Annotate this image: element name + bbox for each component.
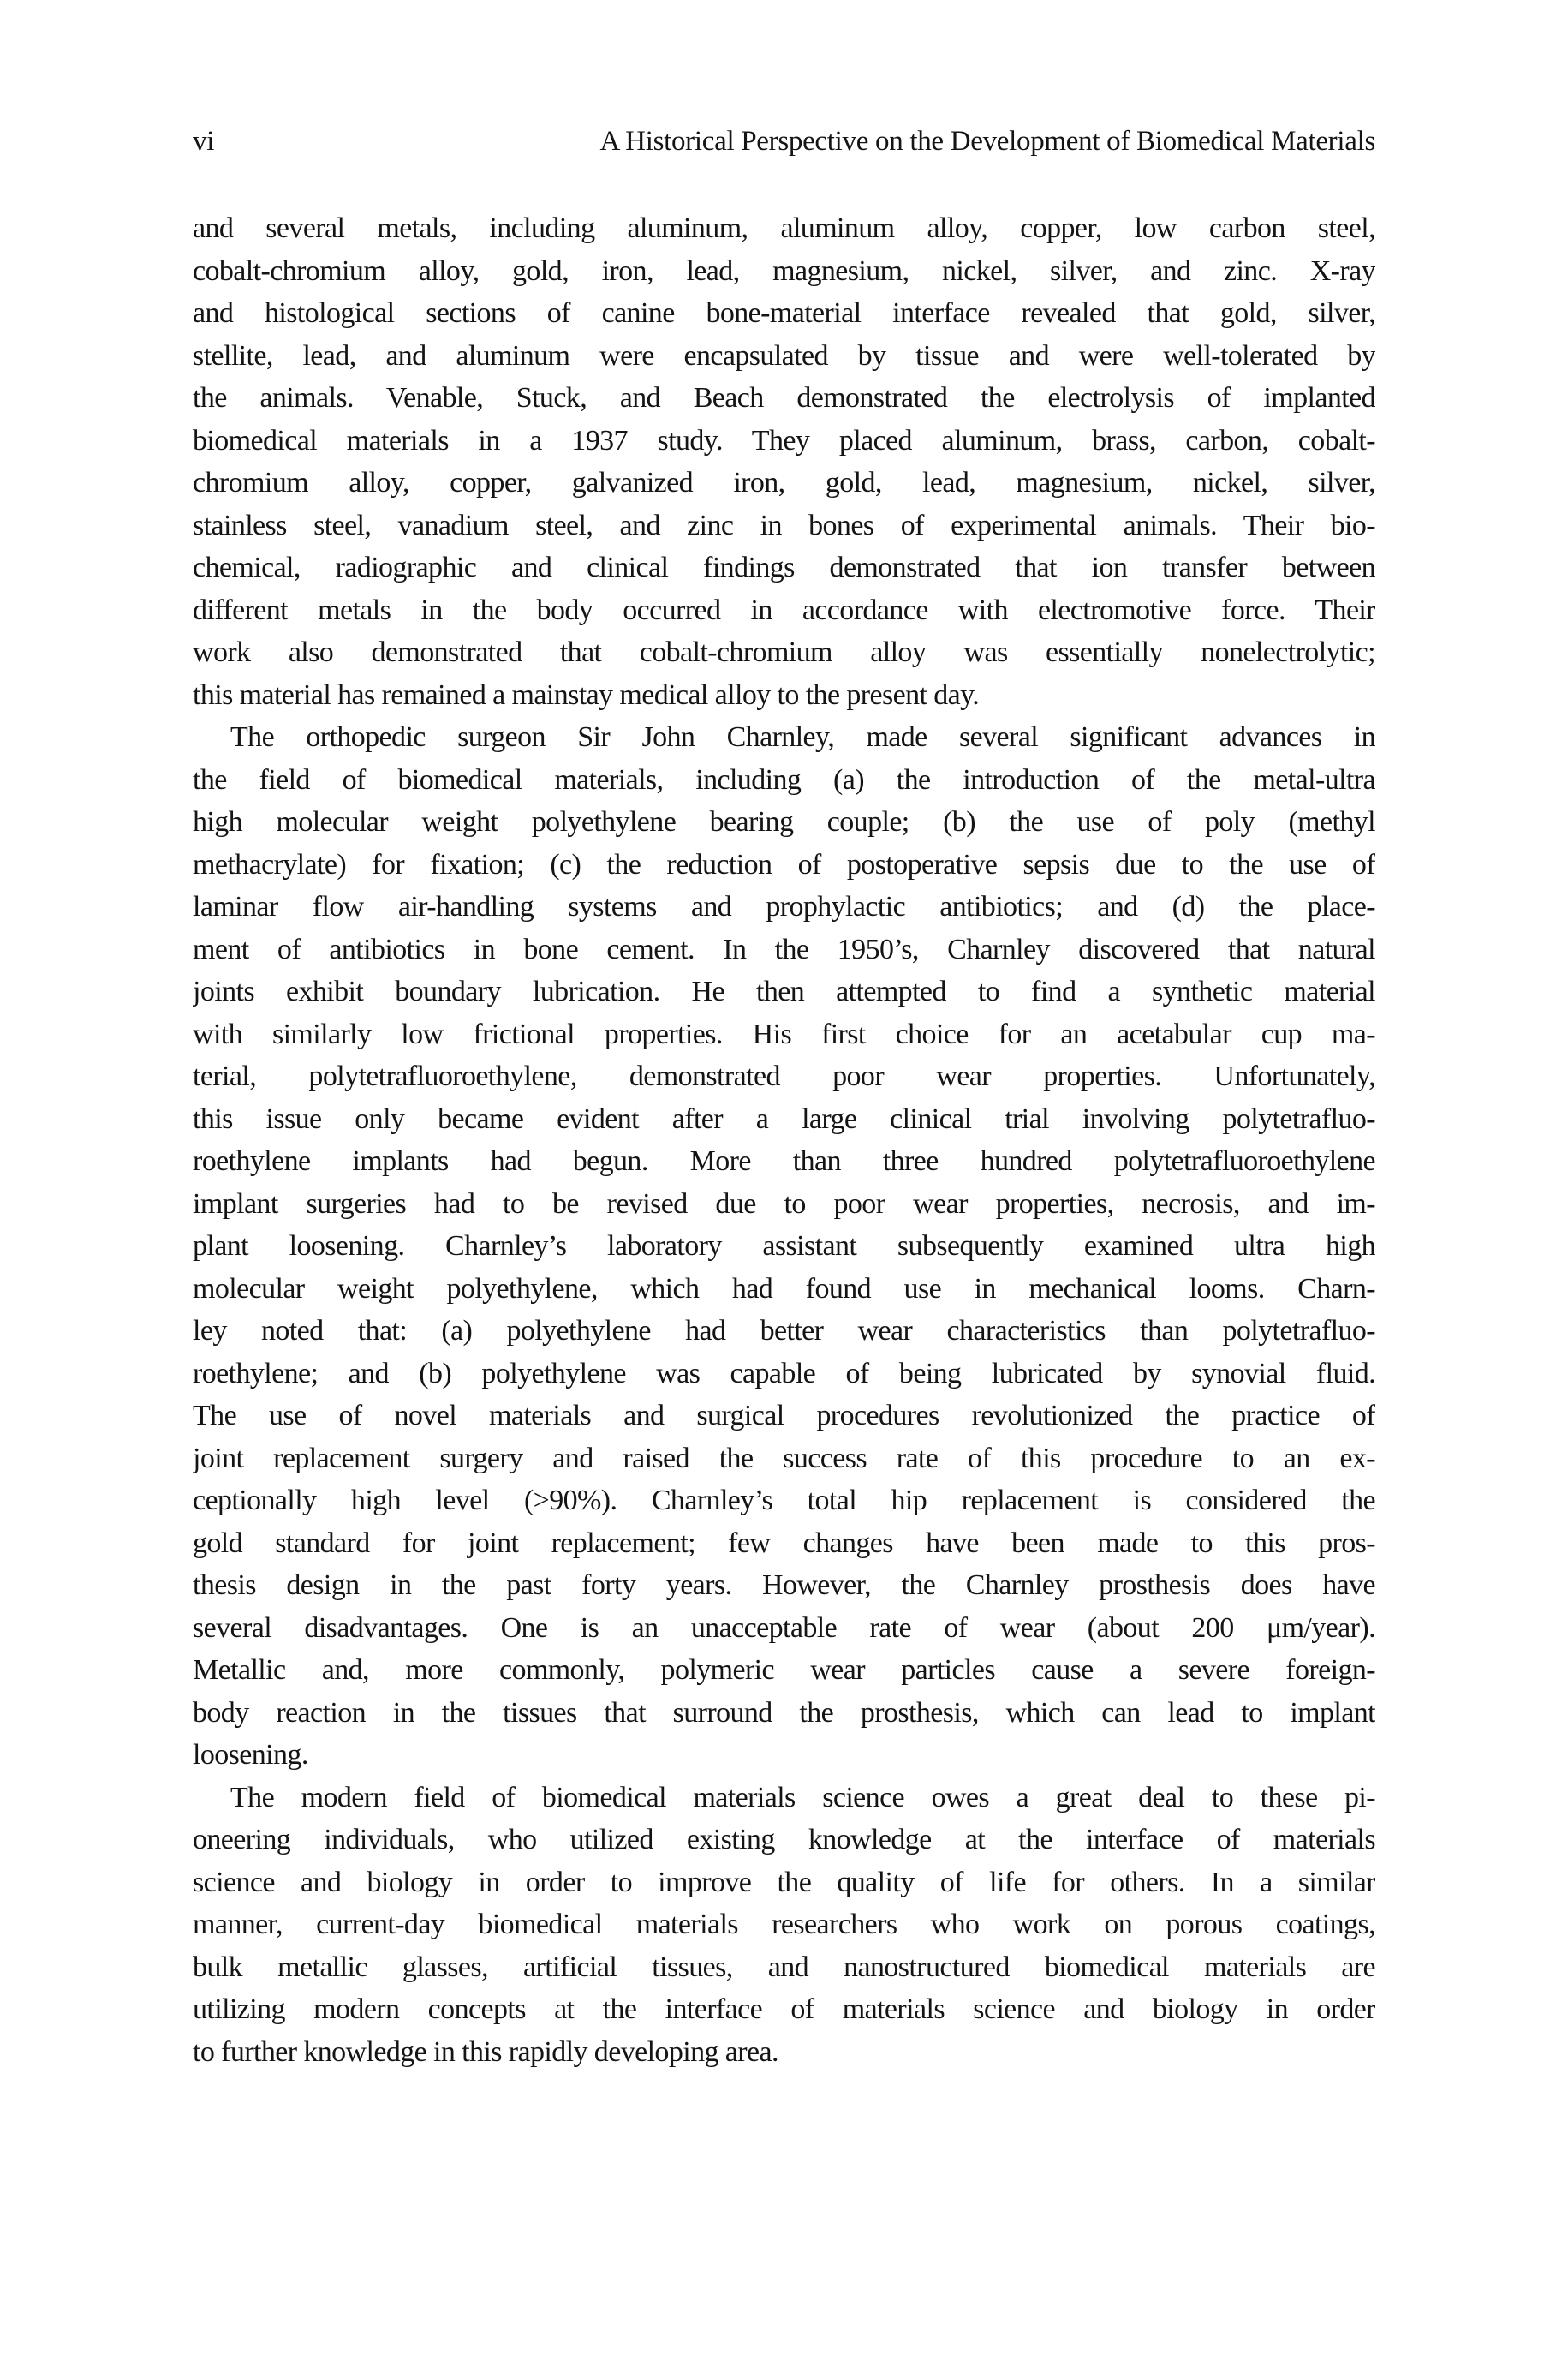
text-line: The orthopedic surgeon Sir John Charnley, made several significant advances in <box>230 721 1375 753</box>
running-header <box>193 125 1375 158</box>
text-line: laminar flow air-handling systems and prophylactic antibiotics; and (d) the place- <box>193 891 1375 923</box>
text-line: manner, current-day biomedical materials researchers who work on porous coatings, <box>193 1909 1375 1940</box>
text-line: biomedical materials in a 1937 study. They placed aluminum, brass, carbon, cobalt- <box>193 424 1375 457</box>
text-line: bulk metallic glasses, artificial tissues, and nanostructured biomedical materials are <box>193 1951 1375 1983</box>
text-line: this material has remained a mainstay medical alloy to the present day. <box>193 678 980 711</box>
text-line: The modern field of biomedical materials science owes a great deal to these pi- <box>230 1781 1375 1813</box>
text-line: the field of biomedical materials, including (a) the introduction of the metal-ultra <box>193 763 1375 796</box>
text-line: ley noted that: (a) polyethylene had better wear characteristics than polytetrafluo- <box>193 1315 1375 1347</box>
text-line: thesis design in the past forty years. However, the Charnley prosthesis does have <box>193 1569 1375 1601</box>
text-line: The use of novel materials and surgical procedures revolutionized the practice of <box>193 1400 1375 1431</box>
text-line: terial, polytetrafluoroethylene, demonstrated poor wear properties. Unfortunately, <box>193 1061 1375 1092</box>
text-line: with similarly low frictional properties. His first choice for an acetabular cup ma- <box>193 1018 1375 1050</box>
text-line: oneering individuals, who utilized existing knowledge at the interface of materials <box>193 1824 1375 1855</box>
text-line: body reaction in the tissues that surround the prosthesis, which can lead to implant <box>193 1696 1375 1729</box>
page-body <box>193 207 1375 2073</box>
text-line: chromium alloy, copper, galvanized iron, gold, lead, magnesium, nickel, silver, <box>193 467 1375 499</box>
text-line: chemical, radiographic and clinical findings demonstrated that ion transfer between <box>193 552 1375 583</box>
text-line: stainless steel, vanadium steel, and zinc in bones of experimental animals. Their bio- <box>193 509 1375 541</box>
running-title: A Historical Perspective on the Development of Biomedical Materials <box>599 126 1375 157</box>
text-line: loosening. <box>193 1739 308 1771</box>
text-line: stellite, lead, and aluminum were encapsulated by tissue and were well-tolerated by <box>193 339 1375 372</box>
text-line: joint replacement surgery and raised the success rate of this procedure to an ex- <box>193 1442 1375 1474</box>
text-line: plant loosening. Charnley’s laboratory assistant subsequently examined ultra high <box>193 1230 1375 1262</box>
text-line: several disadvantages. One is an unacceptable rate of wear (about 200 μm/year). <box>193 1611 1375 1644</box>
text-line: science and biology in order to improve the quality of life for others. In a similar <box>193 1866 1375 1898</box>
text-line: roethylene; and (b) polyethylene was capable of being lubricated by synovial fluid. <box>193 1357 1375 1389</box>
text-line: Metallic and, more commonly, polymeric wear particles cause a severe foreign- <box>193 1654 1375 1686</box>
text-line: cobalt-chromium alloy, gold, iron, lead, magnesium, nickel, silver, and zinc. X-ray <box>193 254 1375 287</box>
text-line: ceptionally high level (>90%). Charnley’s total hip replacement is considered the <box>193 1485 1375 1516</box>
text-line: this issue only became evident after a large clinical trial involving polytetrafluo- <box>193 1102 1375 1135</box>
page-number: vi <box>193 126 215 157</box>
text-line: utilizing modern concepts at the interface of materials science and biology in order <box>193 1993 1375 2025</box>
text-line: joints exhibit boundary lubrication. He then attempted to find a synthetic material <box>193 976 1375 1007</box>
text-line: different metals in the body occurred in accordance with electromotive force. Their <box>193 594 1375 626</box>
text-line: and histological sections of canine bone-material interface revealed that gold, silver, <box>193 297 1375 329</box>
text-line: the animals. Venable, Stuck, and Beach demonstrated the electrolysis of implanted <box>193 382 1375 414</box>
text-line: ment of antibiotics in bone cement. In the 1950’s, Charnley discovered that natural <box>193 933 1375 965</box>
text-line: high molecular weight polyethylene bearing couple; (b) the use of poly (methyl <box>193 806 1375 838</box>
text-line: roethylene implants had begun. More than three hundred polytetrafluoroethylene <box>193 1145 1375 1177</box>
text-line: molecular weight polyethylene, which had found use in mechanical looms. Charn- <box>193 1272 1375 1305</box>
text-line: to further knowledge in this rapidly developing area. <box>193 2035 778 2068</box>
text-line: implant surgeries had to be revised due to poor wear properties, necrosis, and im- <box>193 1187 1375 1220</box>
text-line: methacrylate) for fixation; (c) the reduction of postoperative sepsis due to the use of <box>193 848 1375 881</box>
text-line: gold standard for joint replacement; few changes have been made to this pros- <box>193 1527 1375 1559</box>
text-line: work also demonstrated that cobalt-chromium alloy was essentially nonelectrolytic; <box>193 636 1375 668</box>
text-line: and several metals, including aluminum, aluminum alloy, copper, low carbon steel, <box>193 212 1375 244</box>
